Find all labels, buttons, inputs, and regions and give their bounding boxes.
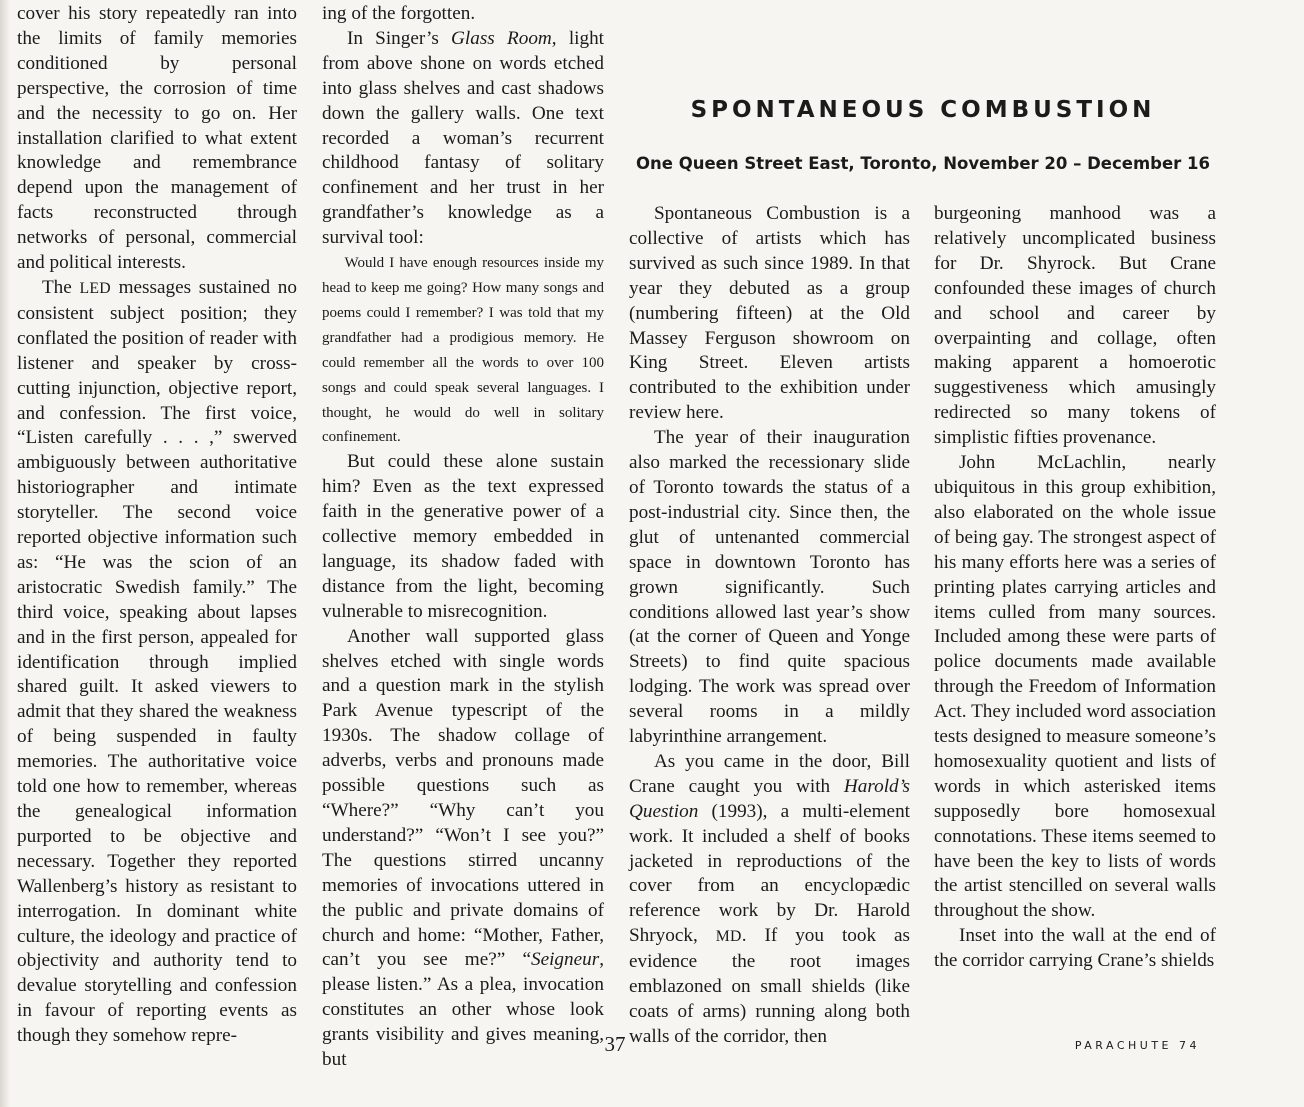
column-1 [17, 2, 297, 1049]
col2-paragraph-3: But could these alone sustain him? Even as the text expressed faith in the generative power of a collective memory embedded in language, its shadow faded with distance from the light, becoming vulnerable to misrecognition. [322, 451, 604, 622]
col3-paragraph-3 [629, 750, 910, 1050]
col2-paragraph-2 [322, 27, 604, 251]
seigneur-word: Seigneur [530, 949, 600, 971]
col3-paragraph-1: Spontaneous Combustion is a collective of artists which has survived as such since 1989. In that year they debuted as a group (numbering fifteen) at the Old Massey Ferguson showroom on King Street. Eleven artists contributed to the exhibition under review here. [629, 203, 910, 424]
col1-paragraph-2 [17, 276, 297, 1049]
block-quote: Would I have enough resources inside my head to keep me going? How many songs and poems could I remember? I was told that my grandfather had a prodigious memory. He could remember all the words to over 100 songs and could speak several languages. I thought, he would do well in solitary confinement. [322, 255, 604, 446]
led-abbrev: LED [79, 279, 111, 297]
md-abbrev: MD [715, 928, 742, 946]
column-2 [322, 2, 604, 1073]
col3-p3-end: . If you took as evidence the root images emblazoned on small shields (like coats of arms) running along both walls of the corridor, then [629, 925, 911, 1047]
col3-paragraph-2: The year of their inauguration also marked the recessionary slide of Toronto towards the status of a post-industrial city. Since then, the glut of untenanted commercial space in downtown Toronto has grown significantly. Such conditions allowed last year’s show (at the corner of Queen and Yonge Streets) to find quite spacious lodging. The work was spread over several rooms in a mildly labyrinthine arrangement. [629, 427, 910, 748]
column-3 [629, 202, 910, 1050]
col1-p2-start: The [41, 276, 80, 298]
col2-p2-start: In Singer’s [346, 27, 452, 49]
article-subhead: One Queen Street East, Toronto, November 20 – December 16 [635, 154, 1211, 173]
col2-p4-start: Another wall supported glass shelves etched with single words and a question mark in the stylish Park Avenue typescript of the 1930s. The shadow collage of adverbs, verbs and pronouns made possible questions such as “Where?” “Why can’t you understand?” “Won’t I see you?” The questions stirred uncanny memories of invocations uttered in the public and private domains of church and home: “Mother, Father, can’t you see me?” “ [322, 625, 604, 971]
col3-p3-middle: (1993), a multi-element work. It included a shelf of books jacketed in reproductions of the cover from an encyclopædic reference work by Dr. Harold Shryock, [629, 800, 910, 947]
article-headline: SPONTANEOUS COMBUSTION [690, 97, 1156, 123]
col2-paragraph-1: ing of the forgotten. [322, 3, 476, 24]
col4-paragraph-3: Inset into the wall at the end of the corridor carrying Crane’s shields [934, 925, 1216, 972]
binding-shadow [0, 0, 10, 1107]
column-4 [934, 202, 1216, 974]
col1-paragraph-1: cover his story repeatedly ran into the limits of family memories conditioned by personal perspective, the corrosion of time and the necessity to go on. Her installation clarified to what extent knowledge and remembrance depend upon the management of facts reconstructed through networks of personal, commercial and political interests. [17, 3, 297, 274]
col4-paragraph-2: John McLachlin, nearly ubiquitous in this group exhibition, also elaborated on the whole issue of being gay. The strongest aspect of his many efforts here was a series of printing plates carrying articles and items culled from many sources. Included among these were parts of police documents made available through the Freedom of Information Act. They included word association tests designed to measure someone’s homosexuality quotient and lists of words in which asterisked items supposedly bore homosexual connotations. These items seemed to have been the key to lists of words the artist stencilled on several walls throughout the show. [934, 452, 1216, 922]
col2-p4-rest: , please listen.” As a plea, invocation constitutes an other whose look grants visibility and gives meaning, but [322, 949, 604, 1071]
col2-paragraph-4 [322, 625, 604, 1073]
harolds-question-title: Harold’s Question [629, 775, 910, 822]
running-title: PARACHUTE 74 [1074, 1039, 1200, 1052]
col3-p3-start: As you came in the door, Bill Crane caught you with [629, 750, 910, 797]
glass-room-title: Glass Room [451, 27, 552, 49]
col1-p2-rest: messages sustained no consistent subject position; they conflated the position of reader with listener and speaker by cross-cutting injunction, objective report, and confession. The first voice, “Listen carefully . . . ,” swerved ambiguously between authoritative historiographer and intimate storyteller. The second voice reported objective information such as: “He was the scion of an aristocratic Swedish family.” The third voice, speaking about lapses and in the first person, appealed for identification through implied shared guilt. It asked viewers to admit that they shared the weakness of being suspended in faulty memories. The authoritative voice told one how to remember, whereas the genealogical information purported to be objective and necessary. Together they reported Wallenberg’s history as resistant to interrogation. In dominant white culture, the ideology and practice of objectivity and authority tend to devalue storytelling and confession in favour of reporting events as though they somehow repre- [17, 276, 297, 1047]
col2-p2-rest: , light from above shone on words etched into glass shelves and cast shadows down the gallery walls. One text recorded a woman’s recurrent childhood fantasy of solitary confinement and her trust in her grandfather’s knowledge as a survival tool: [322, 27, 605, 249]
page-number: 37 [604, 1032, 626, 1056]
col4-paragraph-1: burgeoning manhood was a relatively uncomplicated business for Dr. Shyrock. But Crane confounded these images of church and school and career by overpainting and collage, often making apparent a homoerotic suggestiveness which amusingly redirected so many tokens of simplistic fifties provenance. [934, 203, 1216, 449]
